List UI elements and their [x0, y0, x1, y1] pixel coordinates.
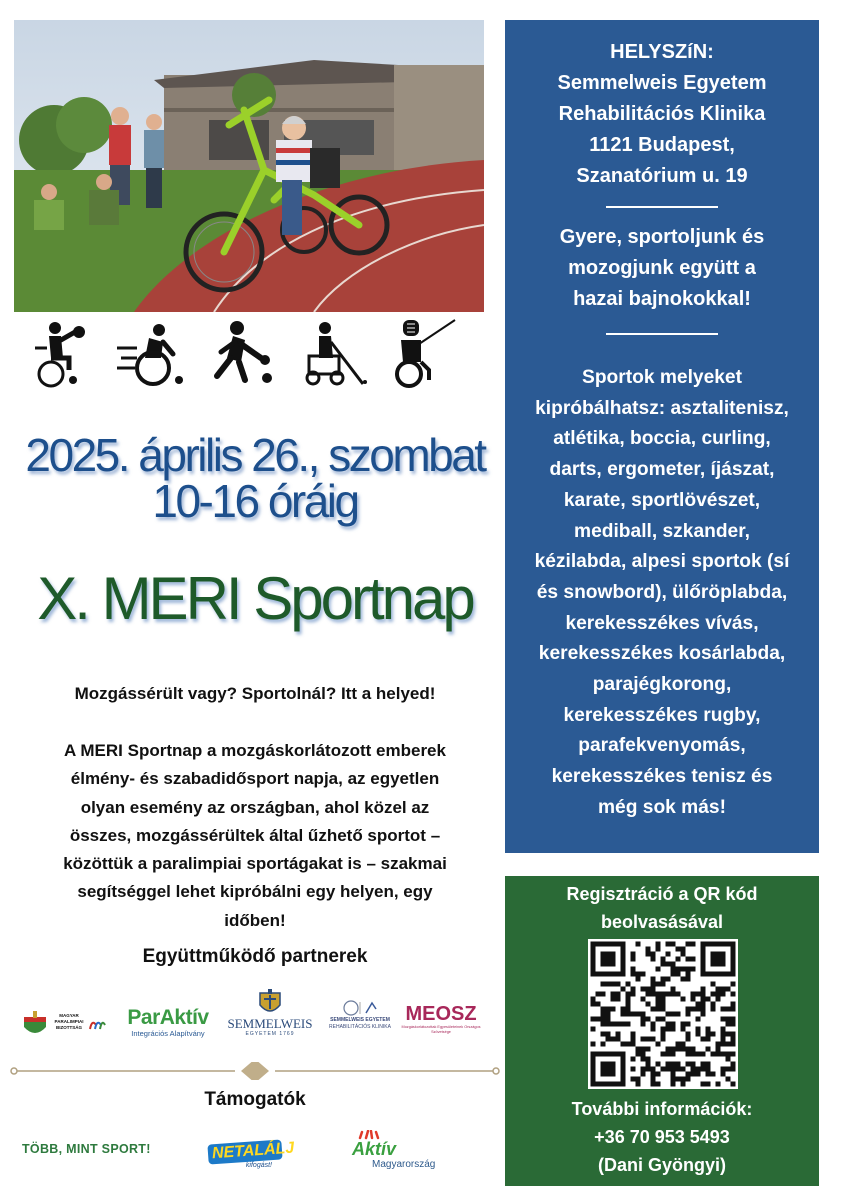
description-line: összes, mozgássérültek által űzhető sportot –: [69, 825, 441, 845]
sports-list: [505, 363, 819, 824]
description-line: segítséggel lehet kipróbálni egy helyen, egy: [77, 882, 433, 902]
invite-line: Gyere, sportoljunk és: [559, 226, 765, 248]
location-line: 1121 Budapest,: [589, 134, 735, 156]
location-line: Szanatórium u. 19: [576, 165, 748, 187]
sponsor-logos: [22, 1128, 502, 1178]
description-line: élmény- és szabadidősport napja, az egyetlen: [70, 769, 440, 789]
meosz-sub: Mozgáskorlátozottak Egyesületeinek Országos Szövetsége: [401, 1025, 481, 1034]
sports-line: kerekesszékes rugby,: [563, 704, 761, 726]
description-line: közöttük a paralimpiai sportágakat is – szakmai: [63, 854, 447, 874]
semmelweis-crest-logo: [225, 989, 315, 1049]
semmelweis-name: SEMMELWEIS: [227, 1016, 313, 1031]
sponsors-heading: Támogatók: [204, 1089, 306, 1110]
location-line: Semmelweis Egyetem: [557, 72, 767, 94]
sports-line: még sok más!: [598, 796, 726, 818]
qr-code[interactable]: [588, 939, 738, 1089]
description-line: időben!: [224, 910, 286, 930]
semmelweis-sub: EGYETEM 1769: [245, 1031, 295, 1037]
sports-line: parajégkorong,: [592, 674, 732, 696]
mpb-line: PARALIMPIAI: [54, 1019, 84, 1024]
sports-line: karate, sportlövészet,: [563, 489, 761, 511]
aktiv-name: Aktív: [352, 1139, 397, 1159]
netalali-name: NETALÁLJ: [207, 1139, 282, 1164]
sports-line: kerekesszékes vívás,: [565, 612, 759, 634]
invite-line: mozogjunk együtt a: [568, 257, 756, 279]
invite-line: hazai bajnokokkal!: [573, 288, 751, 310]
hungarian-paralympic-committee-logo: [22, 1009, 112, 1045]
sports-line: darts, ergometer, íjászat,: [549, 459, 775, 481]
event-date-line2: 10-16 óráig: [152, 475, 358, 527]
wheelchair-fencing-icon: [385, 318, 457, 390]
registration-line: beolvasásával: [600, 912, 724, 932]
netalali-logo: [208, 1139, 295, 1176]
paraktiv-logo: [123, 1007, 213, 1047]
event-date-line1: 2025. április 26., szombat: [25, 429, 485, 481]
table-tennis-wheelchair-icon: [25, 318, 97, 390]
sports-line: kerekesszékes tenisz és: [551, 766, 773, 788]
contact-name: (Dani Gyöngyi): [597, 1155, 726, 1175]
clinic-sub: REHABILITÁCIÓS KLINIKA: [329, 1023, 391, 1030]
partners-heading: Együttműködő partnerek: [142, 946, 368, 967]
sports-line: kipróbálhatsz: asztalitenisz,: [535, 397, 789, 419]
location-line: Rehabilitációs Klinika: [558, 103, 766, 125]
sports-line: mediball, szkander,: [574, 520, 750, 542]
description-line: A MERI Sportnap a mozgáskorlátozott emberek: [64, 741, 446, 760]
contact-phone: +36 70 953 5493: [594, 1127, 730, 1147]
wheelchair-racing-icon: [115, 318, 187, 390]
mpb-line: MAGYAR: [59, 1013, 79, 1018]
meosz-name: MEOSZ: [405, 1003, 477, 1025]
sports-line: atlétika, boccia, curling,: [553, 428, 771, 450]
slogan: Mozgássérült vagy? Sportolnál? Itt a helyed!: [74, 684, 436, 703]
meosz-logo: [400, 1003, 482, 1047]
event-photo: [14, 20, 484, 312]
sports-line: kézilabda, alpesi sportok (sí: [534, 551, 790, 573]
sports-line: parafekvenyomás,: [578, 735, 746, 757]
paraktiv-sub: Integrációs Alapítvány: [131, 1029, 205, 1038]
registration-line: Regisztráció a QR kód: [566, 884, 758, 904]
aktiv-magyarorszag-logo: [352, 1130, 452, 1174]
event-description: [22, 737, 488, 935]
paraktiv-name: ParAktív: [127, 1006, 209, 1029]
semmelweis-clinic-logo: [320, 999, 400, 1045]
description-line: olyan esemény az országban, ahol közel az: [80, 797, 430, 817]
location-heading: HELYSZíN:: [610, 41, 714, 63]
partner-logos: [22, 995, 502, 1055]
boccia-icon: [205, 318, 277, 390]
info-panel: [505, 20, 819, 853]
registration-panel: [505, 876, 819, 1186]
tobb-mint-sport-logo: TÖBB, MINT SPORT!: [22, 1142, 151, 1156]
mpb-line: BIZOTTSÁG: [56, 1025, 82, 1030]
aktiv-sub: Magyarország: [372, 1159, 436, 1170]
sports-line: Sportok melyeket: [582, 367, 742, 388]
netalali-sub: kifogást!: [245, 1162, 272, 1169]
section-divider: [10, 1062, 500, 1080]
sports-line: kerekesszékes kosárlabda,: [538, 643, 786, 665]
sports-line: és snowbord), ülőröplabda,: [536, 581, 788, 603]
clinic-name: SEMMELWEIS EGYETEM: [330, 1017, 390, 1023]
event-date: [10, 429, 500, 527]
sport-icons-row: [20, 318, 480, 390]
wheelchair-hockey-icon: [295, 318, 367, 390]
event-title: X. MERI Sportnap: [37, 565, 473, 632]
more-info-label: További információk:: [571, 1099, 753, 1119]
